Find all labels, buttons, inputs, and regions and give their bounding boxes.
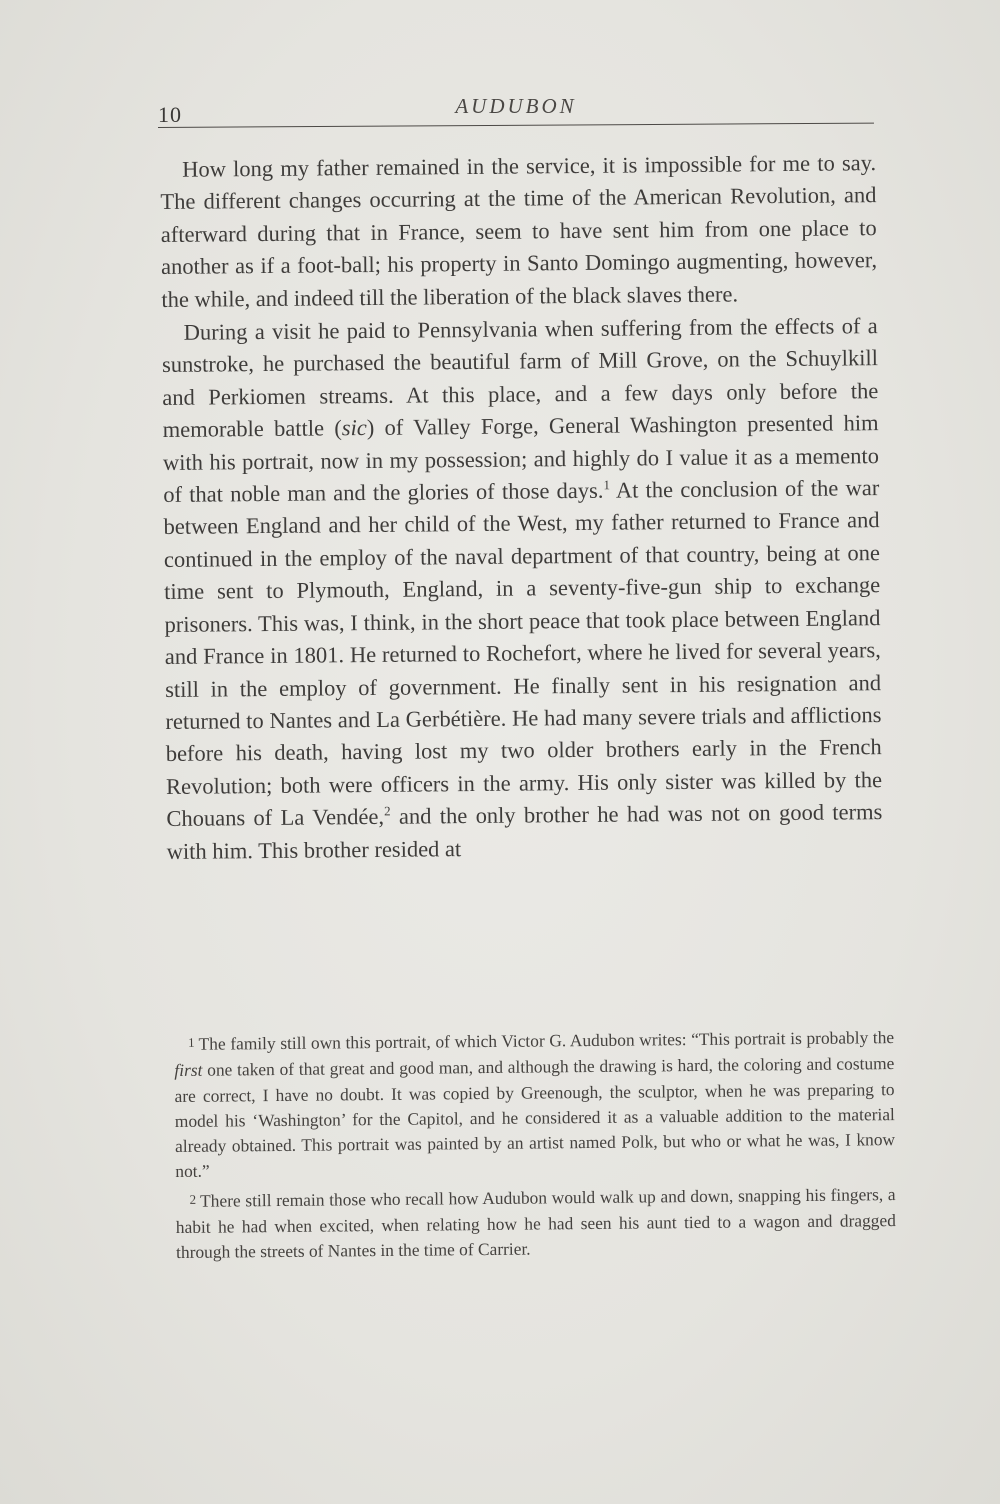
paragraph-2-text-a: During a visit he paid to Pennsylvania when suffering from the effects of a sunstroke, he purchased the beautiful farm of Mill Grove, on the Schuylkill and Perkiomen streams. At this place, and a few days only before the memorable battle ( <box>161 313 879 443</box>
footnote-1-text-b: one taken of that great and good man, and although the drawing is hard, the coloring and costume are correct, I have no doubt. It was copied by Greenough, the sculptor, when he was preparing to model his ‘Washington’ for the Capitol, and he considered it as a valuable addition to the material already obtained. This portrait was painted by an artist named Polk, but who or what he was, I know not.” <box>174 1053 896 1182</box>
paragraph-2-text-d: and the only brother he had was not on good terms with him. This brother resided at <box>166 799 883 864</box>
footnote-1-mark: 1 <box>188 1034 195 1050</box>
paragraph-2-text-b: ) of Valley Forge, General Washington presented him with his portrait, now in my possession; and highly do I value it as a memento of that noble man and the glories of those days. <box>162 410 880 508</box>
footnote-2-text: There still remain those who recall how Audubon would walk up and down, snapping his fingers, a habit he had when excited, when relating how he had seen his aunt tied to a wagon and dragged through the streets of Nantes in the time of Carrier. <box>175 1183 896 1263</box>
sic-annotation: sic <box>341 415 367 441</box>
footnote-2 <box>176 1182 897 1266</box>
footnote-2-mark: 2 <box>189 1191 197 1207</box>
footnote-ref-2[interactable]: 2 <box>383 803 391 819</box>
body-text <box>160 147 883 868</box>
page-number: 10 <box>158 102 182 127</box>
footnote-1 <box>174 1025 895 1185</box>
running-head: AUDUBON <box>455 94 577 118</box>
paragraph-1 <box>160 147 878 316</box>
footnote-ref-1[interactable]: 1 <box>603 477 610 493</box>
paragraph-1-text: How long my father remained in the service, it is impossible for me to say. The different changes occurring at the time of the American Revolution, and afterward during that in France, seem to have sent him from one place to another as if a foot-ball; his property in Santo Domingo augmenting, however, the while, and indeed till the liberation of the black slaves there. <box>160 150 878 312</box>
footnote-1-text-a: The family still own this portrait, of which Victor G. Audubon writes: “This portrait is probably the <box>198 1027 895 1054</box>
footnotes <box>174 1025 896 1270</box>
paragraph-2-text-c: At the conclusion of the war between England and her child of the West, my father returned to France and continued in the employ of the naval department of that country, being at one time sent to Plymouth, England, in a seventy-five-gun ship to exchange prisoners. This was, I think, in the short peace that took place between England and France in 1801. He returned to Rochefort, where he lived for several years, still in the employ of government. He finally sent in his resignation and returned to Nantes and La Gerbétière. He had many severe trials and afflictions before his death, having lost my two older brothers early in the French Revolution; both were officers in the army. His only sister was killed by the Chouans of La Vendée, <box>163 475 883 832</box>
footnote-1-emphasis: first <box>174 1060 203 1081</box>
paragraph-2 <box>162 310 883 868</box>
